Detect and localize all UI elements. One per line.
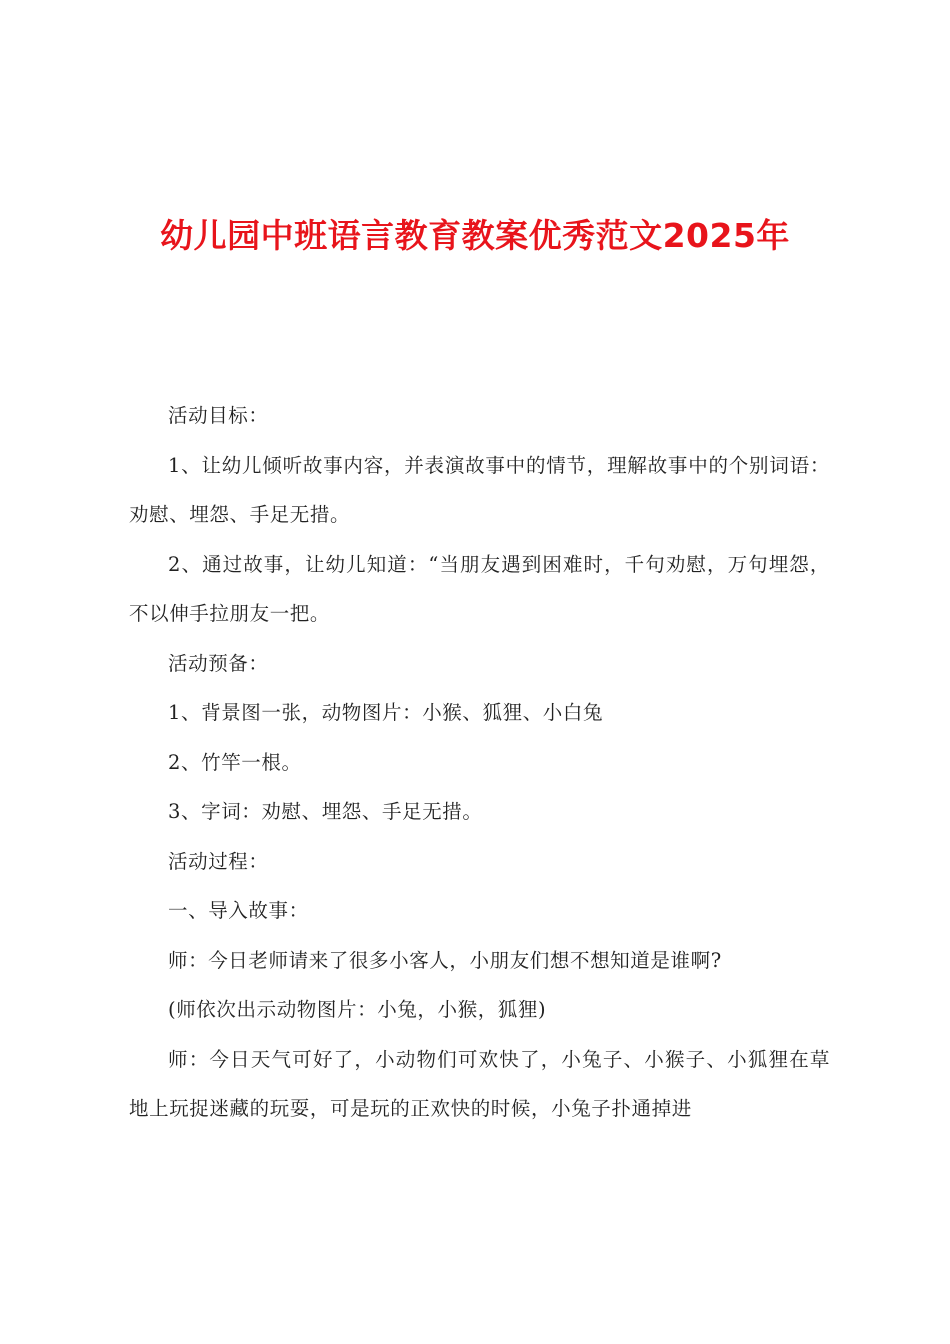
document-title: 幼儿园中班语言教育教案优秀范文2025年 — [160, 216, 790, 255]
paragraph: 2、通过故事，让幼儿知道：“当朋友遇到困难时，千句劝慰，万句埋怨，不以伸手拉朋友一把。 — [129, 552, 830, 625]
paragraph: 师：今日天气可好了，小动物们可欢快了，小兔子、小猴子、小狐狸在草地上玩捉迷藏的玩耍，可是玩的正欢快的时候，小兔子扑通掉进 — [129, 1047, 830, 1120]
paragraph: 活动目标： — [168, 404, 269, 427]
paragraph: 2、竹竿一根。 — [168, 750, 302, 774]
paragraph: 1、背景图一张，动物图片：小猴、狐狸、小白兔 — [168, 701, 604, 724]
paragraph: 师：今日老师请来了很多小客人，小朋友们想不想知道是谁啊? — [168, 948, 722, 972]
paragraph: 1、让幼儿倾听故事内容，并表演故事中的情节，理解故事中的个别词语：劝慰、埋怨、手足无措。 — [129, 453, 830, 526]
paragraph: 活动预备： — [168, 651, 269, 675]
paragraph: (师依次出示动物图片：小兔，小猴，狐狸) — [168, 998, 547, 1021]
document-body — [129, 391, 830, 1134]
paragraph: 一、导入故事： — [168, 899, 309, 922]
paragraph: 活动过程： — [168, 849, 269, 873]
paragraph: 3、字词：劝慰、埋怨、手足无措。 — [168, 800, 483, 823]
